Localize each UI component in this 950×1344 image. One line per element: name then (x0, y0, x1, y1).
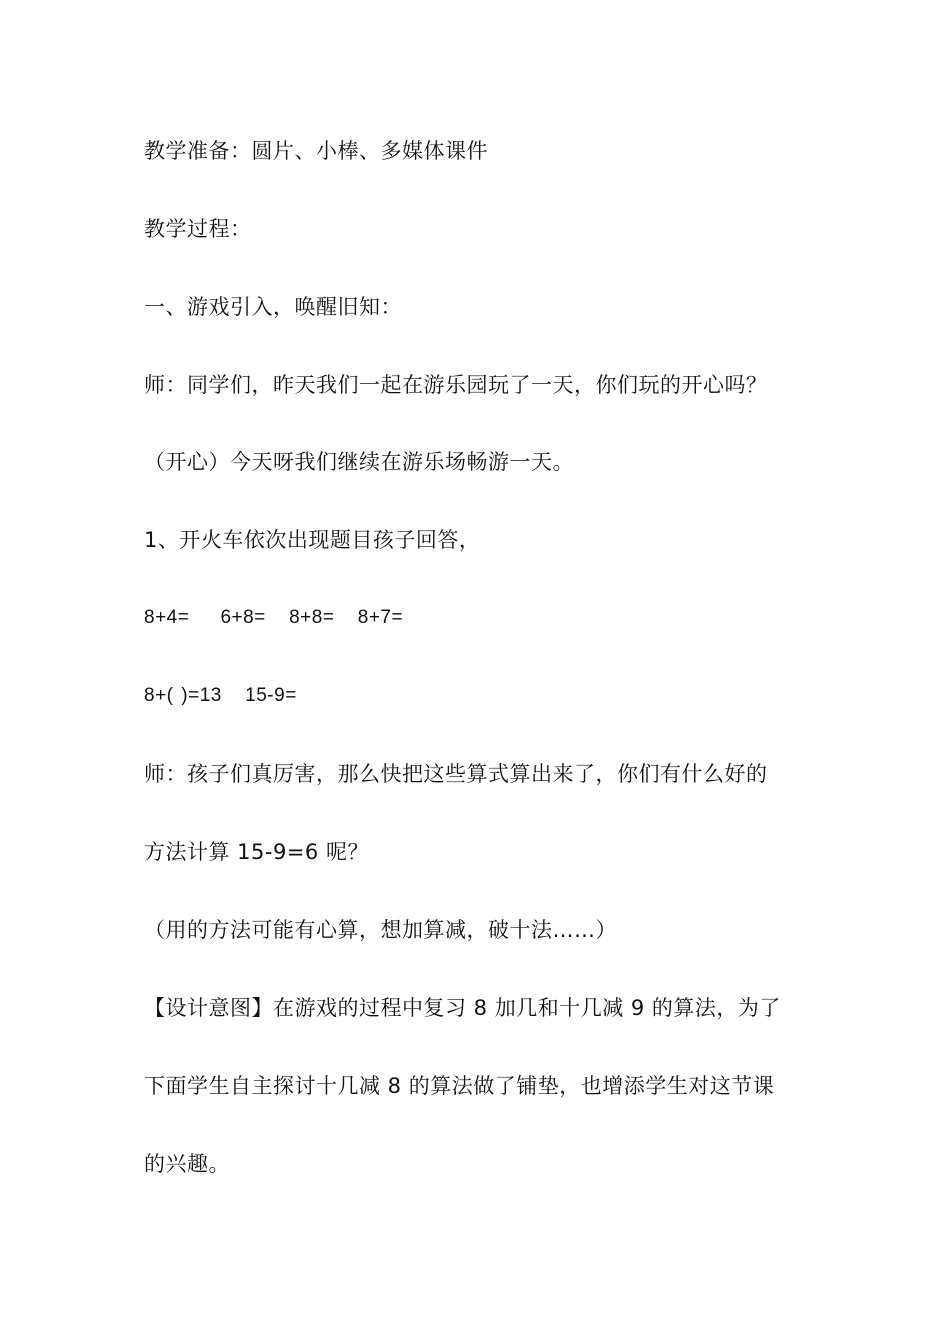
methods-line: （用的方法可能有心算，想加算减，破十法……） (144, 918, 617, 942)
student-response-line: （开心）今天呀我们继续在游乐场畅游一天。 (144, 450, 574, 474)
teaching-preparation-line: 教学准备：圆片、小棒、多媒体课件 (144, 139, 488, 163)
design-intent-line-1: 【设计意图】在游戏的过程中复习 8 加几和十几减 9 的算法，为了 (144, 996, 781, 1020)
teacher-line-1: 师：同学们，昨天我们一起在游乐园玩了一天，你们玩的开心吗？ (144, 373, 768, 397)
equations-line-2: 8+( )=13 15-9= (144, 685, 297, 706)
step-one-line: 1、开火车依次出现题目孩子回答， (144, 528, 481, 552)
teacher-line-2-cont: 方法计算 15-9=6 呢？ (144, 840, 369, 864)
teacher-line-2: 师：孩子们真厉害，那么快把这些算式算出来了，你们有什么好的 (144, 762, 768, 786)
design-intent-line-2: 下面学生自主探讨十几减 8 的算法做了铺垫，也增添学生对这节课 (144, 1074, 775, 1098)
equations-line-1: 8+4= 6+8= 8+8= 8+7= (144, 607, 404, 628)
teaching-process-heading: 教学过程： (144, 217, 252, 241)
section-one-heading: 一、游戏引入，唤醒旧知： (144, 295, 402, 319)
design-intent-line-3: 的兴趣。 (144, 1152, 230, 1176)
